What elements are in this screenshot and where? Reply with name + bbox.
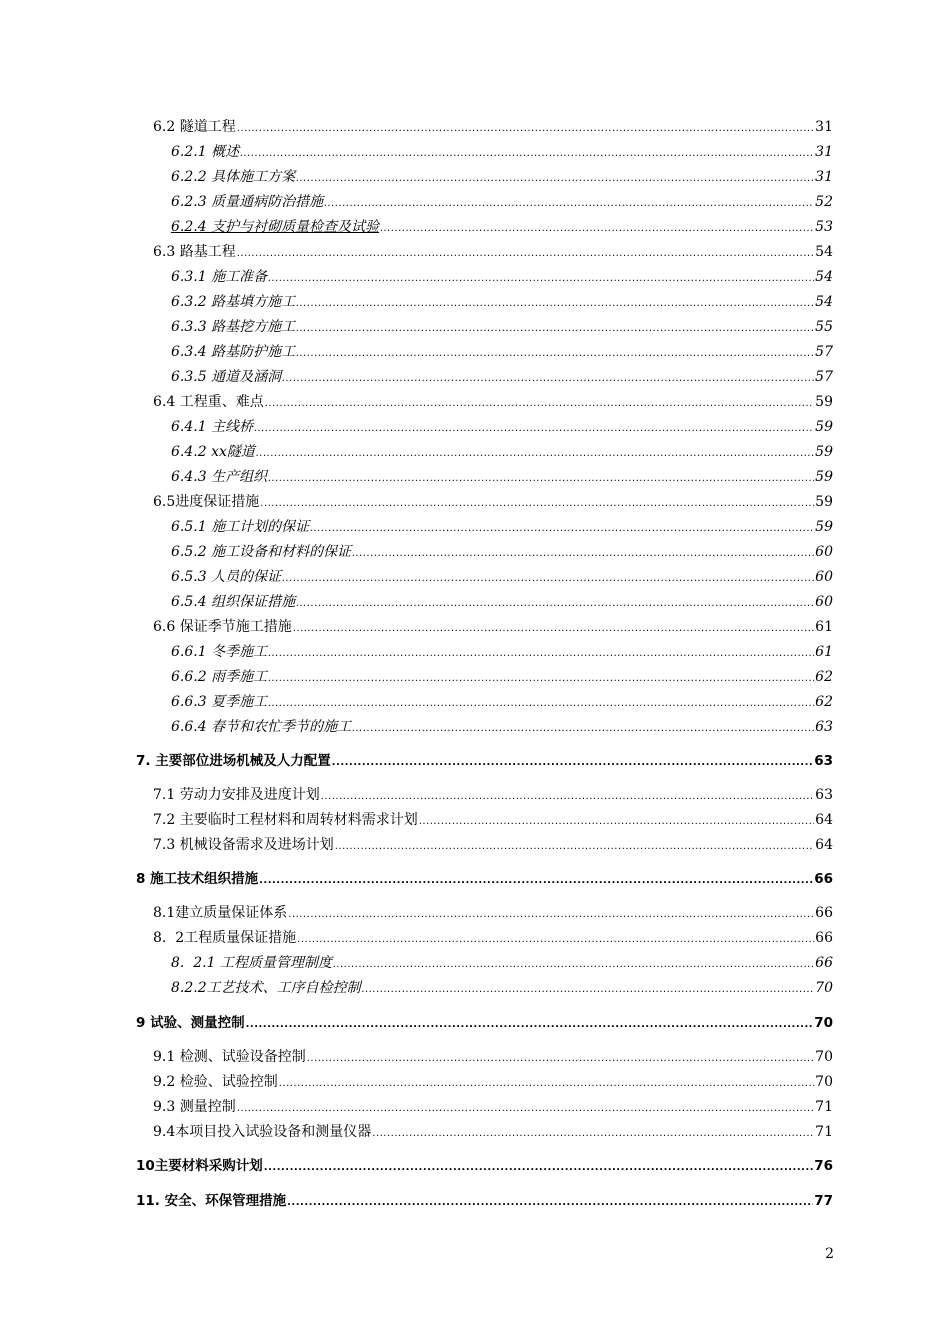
toc-entry-label: 6.2.4 支护与衬砌质量检查及试验 [171, 219, 380, 235]
toc-entry-6-3-2[interactable] [171, 291, 833, 313]
toc-entry-label: 7.2 主要临时工程材料和周转材料需求计划 [153, 812, 418, 828]
toc-entry-6-6[interactable] [153, 616, 833, 638]
toc-entry-6-3-3[interactable] [171, 316, 833, 338]
toc-entry-10[interactable] [136, 1155, 833, 1177]
toc-entry-page: 77 [814, 1193, 833, 1209]
toc-entry-page: 59 [815, 519, 833, 535]
dot-leader [282, 568, 814, 590]
toc-entry-page: 66 [815, 930, 833, 946]
toc-entry-label: 6.6.1 冬季施工 [171, 644, 268, 660]
toc-entry-label: 6.5.2 施工设备和材料的保证 [171, 544, 352, 560]
toc-entry-label: 6.3.2 路基填方施工 [171, 294, 296, 310]
toc-entry-page: 61 [815, 644, 833, 660]
page-number: 2 [825, 1246, 834, 1262]
dot-leader [237, 118, 814, 140]
toc-entry-6-6-3[interactable] [171, 691, 833, 713]
toc-entry-6-3[interactable] [153, 241, 833, 263]
dot-leader [307, 1048, 814, 1070]
toc-entry-label: 7. 主要部位进场机械及人力配置 [136, 753, 331, 769]
toc-entry-page: 70 [815, 980, 833, 996]
toc-entry-page: 59 [815, 494, 833, 510]
toc-entry-page: 63 [815, 719, 833, 735]
toc-entry-label: 8. 2工程质量保证措施 [153, 930, 297, 946]
toc-entry-label: 9.1 检测、试验设备控制 [153, 1049, 306, 1065]
toc-entry-11[interactable] [136, 1190, 833, 1212]
toc-entry-page: 59 [815, 419, 833, 435]
toc-entry-label: 8.2.2工艺技术、工序自检控制 [171, 980, 361, 996]
toc-entry-8-2[interactable] [153, 927, 833, 949]
toc-entry-label: 10主要材料采购计划 [136, 1158, 263, 1174]
dot-leader [240, 143, 814, 165]
toc-entry-6-2-4[interactable] [171, 216, 833, 238]
toc-entry-6-2-1[interactable] [171, 141, 833, 163]
dot-leader [260, 493, 814, 515]
toc-entry-7-2[interactable] [153, 809, 833, 831]
dot-leader [237, 243, 814, 265]
toc-entry-8-2-1[interactable] [171, 952, 833, 974]
toc-entry-label: 8 施工技术组织措施 [136, 871, 259, 887]
toc-entry-label: 6.6.2 雨季施工 [171, 669, 268, 685]
toc-entry-label: 6.3.3 路基挖方施工 [171, 319, 296, 335]
toc-entry-page: 55 [815, 319, 833, 335]
dot-leader [372, 1123, 814, 1145]
toc-entry-label: 7.1 劳动力安排及进度计划 [153, 787, 320, 803]
toc-entry-label: 9.2 检验、试验控制 [153, 1074, 278, 1090]
toc-entry-page: 62 [815, 694, 833, 710]
toc-entry-6-4[interactable] [153, 391, 833, 413]
toc-entry-6-6-4[interactable] [171, 716, 833, 738]
dot-leader [321, 786, 814, 808]
toc-entry-page: 53 [815, 219, 833, 235]
toc-entry-label: 6.2.2 具体施工方案 [171, 169, 296, 185]
dot-leader [282, 368, 814, 390]
toc-entry-label: 6.3.5 通道及涵洞 [171, 369, 282, 385]
toc-entry-label: 6.5.3 人员的保证 [171, 569, 282, 585]
toc-entry-6-2[interactable] [153, 116, 833, 138]
dot-leader [265, 393, 814, 415]
toc-entry-6-5-3[interactable] [171, 566, 833, 588]
toc-entry-page: 70 [814, 1015, 833, 1031]
toc-entry-8-1[interactable] [153, 902, 833, 924]
toc-entry-label: 6.2 隧道工程 [153, 119, 236, 135]
dot-leader [333, 954, 814, 976]
dot-leader [268, 693, 814, 715]
toc-entry-6-5-1[interactable] [171, 516, 833, 538]
toc-entry-page: 63 [814, 753, 833, 769]
toc-entry-6-5-2[interactable] [171, 541, 833, 563]
dot-leader [287, 1192, 813, 1214]
toc-entry-page: 31 [815, 169, 833, 185]
toc-entry-page: 64 [815, 837, 833, 853]
toc-entry-7-3[interactable] [153, 834, 833, 856]
dot-leader [310, 518, 814, 540]
toc-entry-6-3-1[interactable] [171, 266, 833, 288]
toc-entry-label: 6.5.4 组织保证措施 [171, 594, 296, 610]
toc-entry-6-2-2[interactable] [171, 166, 833, 188]
toc-entry-page: 61 [815, 619, 833, 635]
toc-entry-6-6-1[interactable] [171, 641, 833, 663]
toc-entry-page: 31 [815, 119, 833, 135]
dot-leader [296, 293, 814, 315]
toc-entry-page: 57 [815, 369, 833, 385]
toc-entry-label: 6.4 工程重、难点 [153, 394, 264, 410]
toc-entry-6-5[interactable] [153, 491, 833, 513]
dot-leader [362, 979, 814, 1001]
toc-entry-page: 64 [815, 812, 833, 828]
toc-entry-7[interactable] [136, 750, 833, 772]
toc-entry-page: 66 [815, 905, 833, 921]
dot-leader [296, 593, 814, 615]
toc-entry-9-1[interactable] [153, 1046, 833, 1068]
dot-leader [352, 718, 814, 740]
toc-entry-6-4-1[interactable] [171, 416, 833, 438]
toc-entry-label: 7.3 机械设备需求及进场计划 [153, 837, 334, 853]
dot-leader [256, 443, 814, 465]
toc-entry-label: 9.4本项目投入试验设备和测量仪器 [153, 1124, 372, 1140]
dot-leader [264, 1157, 813, 1179]
toc-entry-page: 52 [815, 194, 833, 210]
dot-leader [288, 904, 814, 926]
toc-entry-page: 54 [815, 294, 833, 310]
toc-entry-page: 66 [815, 955, 833, 971]
toc-entry-6-5-4[interactable] [171, 591, 833, 613]
dot-leader [237, 1098, 814, 1120]
toc-entry-label: 6.4.3 生产组织 [171, 469, 268, 485]
toc-entry-8-2-2[interactable] [171, 977, 833, 999]
toc-entry-page: 31 [815, 144, 833, 160]
dot-leader [268, 268, 814, 290]
dot-leader [324, 193, 814, 215]
toc-entry-9-2[interactable] [153, 1071, 833, 1093]
toc-entry-page: 59 [815, 444, 833, 460]
toc-entry-page: 54 [815, 269, 833, 285]
toc-entry-label: 6.3.1 施工准备 [171, 269, 268, 285]
toc-entry-label: 6.4.2 xx隧道 [171, 444, 255, 460]
toc-entry-label: 6.6 保证季节施工措施 [153, 619, 292, 635]
dot-leader [246, 1014, 814, 1036]
toc-entry-page: 62 [815, 669, 833, 685]
dot-leader [297, 929, 814, 951]
toc-entry-label: 6.3.4 路基防护施工 [171, 344, 296, 360]
dot-leader [296, 318, 814, 340]
toc-entry-label: 6.6.3 夏季施工 [171, 694, 268, 710]
toc-entry-9-4[interactable] [153, 1121, 833, 1143]
toc-entry-label: 6.4.1 主线桥 [171, 419, 254, 435]
toc-entry-page: 66 [814, 871, 833, 887]
dot-leader [332, 752, 813, 774]
toc-entry-label: 6.6.4 春节和农忙季节的施工 [171, 719, 352, 735]
dot-leader [293, 618, 814, 640]
dot-leader [268, 668, 814, 690]
toc-entry-label: 6.2.1 概述 [171, 144, 240, 160]
toc-entry-6-2-3[interactable] [171, 191, 833, 213]
toc-entry-page: 60 [815, 544, 833, 560]
toc-entry-label: 6.3 路基工程 [153, 244, 236, 260]
dot-leader [279, 1073, 814, 1095]
dot-leader [380, 218, 814, 240]
toc-entry-6-4-2[interactable] [171, 441, 833, 463]
dot-leader [254, 418, 814, 440]
toc-entry-label: 11. 安全、环保管理措施 [136, 1193, 287, 1209]
toc-entry-6-6-2[interactable] [171, 666, 833, 688]
toc-entry-label: 8.1建立质量保证体系 [153, 905, 288, 921]
toc-entry-9[interactable] [136, 1012, 833, 1034]
toc-entry-page: 63 [815, 787, 833, 803]
toc-entry-page: 76 [814, 1158, 833, 1174]
dot-leader [419, 811, 814, 833]
toc-entry-label: 9 试验、测量控制 [136, 1015, 245, 1031]
dot-leader [296, 343, 814, 365]
toc-entry-page: 54 [815, 244, 833, 260]
toc-entry-label: 6.5进度保证措施 [153, 494, 260, 510]
toc-entry-page: 60 [815, 569, 833, 585]
dot-leader [259, 870, 813, 892]
toc-entry-page: 57 [815, 344, 833, 360]
dot-leader [335, 836, 814, 858]
toc-entry-8[interactable] [136, 868, 833, 890]
toc-entry-9-3[interactable] [153, 1096, 833, 1118]
toc-entry-page: 59 [815, 394, 833, 410]
dot-leader [352, 543, 814, 565]
toc-entry-page: 70 [815, 1049, 833, 1065]
toc-entry-label: 6.5.1 施工计划的保证 [171, 519, 310, 535]
toc-entry-page: 71 [815, 1124, 833, 1140]
toc-entry-6-3-5[interactable] [171, 366, 833, 388]
dot-leader [268, 643, 814, 665]
toc-entry-label: 6.2.3 质量通病防治措施 [171, 194, 324, 210]
toc-entry-page: 70 [815, 1074, 833, 1090]
toc-entry-7-1[interactable] [153, 784, 833, 806]
toc-entry-page: 71 [815, 1099, 833, 1115]
dot-leader [296, 168, 814, 190]
toc-entry-page: 60 [815, 594, 833, 610]
toc-entry-label: 9.3 测量控制 [153, 1099, 236, 1115]
toc-entry-6-4-3[interactable] [171, 466, 833, 488]
toc-entry-label: 8. 2.1 工程质量管理制度 [171, 955, 332, 971]
toc-entry-page: 59 [815, 469, 833, 485]
toc-entry-6-3-4[interactable] [171, 341, 833, 363]
dot-leader [268, 468, 814, 490]
